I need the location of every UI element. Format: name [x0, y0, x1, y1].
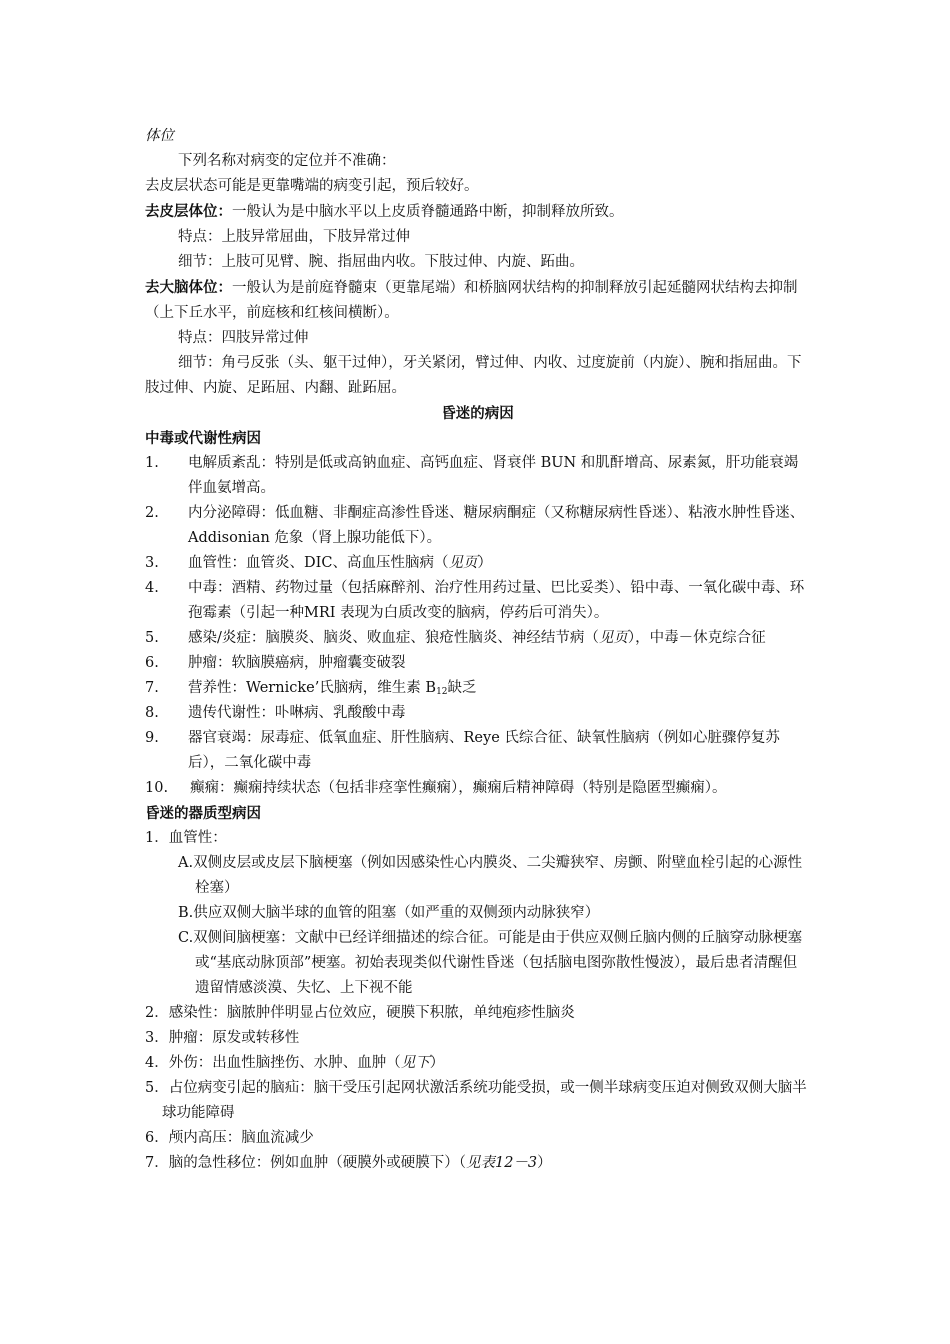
list-item: 4. 中毒：酒精、药物过量（包括麻醉剂、治疗性用药过量、巴比妥类）、铅中毒、一氧化碳中毒、环孢霉素（引起一种MRI 表现为白质改变的脑病，停药后可消失）。	[145, 580, 805, 621]
list-item: 1. 电解质紊乱：特别是低或高钠血症、高钙血症、肾衰伴 BUN 和肌酐增高、尿素氮，肝功能衰竭伴血氨增高。	[145, 455, 799, 496]
decerebrate-detail: 细节：角弓反张（头、躯干过伸），牙关紧闭，臂过伸、内收、过度旋前（内旋）、腕和指屈曲。下肢过伸、内旋、足跖屈、内翻、趾跖屈。	[145, 355, 802, 396]
list-item: 5．占位病变引起的脑疝：脑干受压引起网状激活系统功能受损，或一侧半球病变压迫对侧致双侧大脑半球功能障碍	[145, 1080, 807, 1121]
toxic-metabolic-title: 中毒或代谢性病因	[145, 430, 261, 447]
list-item: 2．感染性：脑脓肿伴明显占位效应，硬膜下积脓，单纯疱疹性脑炎	[145, 1005, 575, 1021]
term-label: 去皮层体位：	[145, 203, 232, 220]
list-item: 5. 感染/炎症：脑膜炎、脑炎、败血症、狼疮性脑炎、神经结节病（见页），中毒－休克综合征	[145, 630, 766, 646]
list-item: 4．外伤：出血性脑挫伤、水肿、血肿（见下）	[145, 1055, 445, 1071]
list-item: 1．血管性：	[145, 830, 227, 846]
cross-reference: 见下	[400, 1055, 430, 1071]
coma-causes-title: 昏迷的病因	[441, 405, 514, 422]
decorticate-definition: 去皮层体位：一般认为是中脑水平以上皮质脊髓通路中断，抑制释放所致。	[145, 203, 624, 220]
list-item: 2. 内分泌障碍：低血糖、非酮症高渗性昏迷、糖尿病酮症（又称糖尿病性昏迷）、粘液水肿性昏迷、Addisonian 危象（肾上腺功能低下）。	[145, 505, 805, 546]
section-heading-posture: 体位	[145, 128, 174, 144]
organic-causes-title: 昏迷的器质型病因	[145, 805, 261, 822]
cross-reference: 见页	[448, 555, 478, 571]
decorticate-feature: 特点：上肢异常屈曲，下肢异常过伸	[178, 229, 410, 245]
list-item: 9. 器官衰竭：尿毒症、低氧血症、肝性脑病、Reye 氏综合征、缺氧性脑病（例如心脏骤停复苏后），二氧化碳中毒	[145, 730, 780, 771]
decorticate-detail: 细节：上肢可见臂、腕、指屈曲内收。下肢过伸、内旋、跖曲。	[178, 254, 584, 270]
list-item: 10. 癫痫：癫痫持续状态（包括非痉挛性癫痫），癫痫后精神障碍（特别是隐匿型癫痫）。	[145, 780, 727, 796]
list-item: 6. 肿瘤：软脑膜癌病，肿瘤囊变破裂	[145, 655, 406, 671]
decerebrate-definition: 去大脑体位：一般认为是前庭脊髓束（更靠尾端）和桥脑网状结构的抑制释放引起延髓网状结构去抑制（上下丘水平，前庭核和红核间横断）。	[145, 279, 798, 321]
list-item: 8. 遗传代谢性：卟啉病、乳酸酸中毒	[145, 705, 406, 721]
list-item: 3．肿瘤：原发或转移性	[145, 1030, 300, 1046]
list-item: 6．颅内高压：脑血流减少	[145, 1130, 314, 1146]
sub-list-item: B.供应双侧大脑半球的血管的阻塞（如严重的双侧颈内动脉狭窄）	[178, 905, 600, 921]
intro-paragraph: 去皮层状态可能是更靠嘴端的病变引起，预后较好。	[145, 178, 479, 194]
decerebrate-feature: 特点：四肢异常过伸	[178, 330, 309, 346]
sub-list-item: C.双侧间脑梗塞：文献中已经详细描述的综合征。可能是由于供应双侧丘脑内侧的丘脑穿动脉梗塞或“基底动脉顶部”梗塞。初始表现类似代谢性昏迷（包括脑电图弥散性慢波），最后患者清醒但遗留情感淡漠、失忆、上下视不能	[178, 930, 803, 996]
cross-reference: 见页	[598, 630, 628, 646]
cross-reference: 见表12－3	[465, 1155, 538, 1171]
sub-list-item: A.双侧皮层或皮层下脑梗塞（例如因感染性心内膜炎、二尖瓣狭窄、房颤、附壁血栓引起的心源性栓塞）	[178, 855, 803, 896]
list-item: 7. 营养性：Wernicke’氏脑病，维生素 $B_{12}$缺乏	[145, 680, 477, 697]
list-item: 7．脑的急性移位：例如血肿（硬膜外或硬膜下）（见表12－3）	[145, 1155, 552, 1171]
list-item: 3. 血管性：血管炎、DIC、高血压性脑病（见页）	[145, 555, 492, 571]
term-label: 去大脑体位：	[145, 279, 232, 296]
document-body	[145, 124, 810, 1176]
intro-paragraph: 下列名称对病变的定位并不准确：	[178, 153, 396, 169]
